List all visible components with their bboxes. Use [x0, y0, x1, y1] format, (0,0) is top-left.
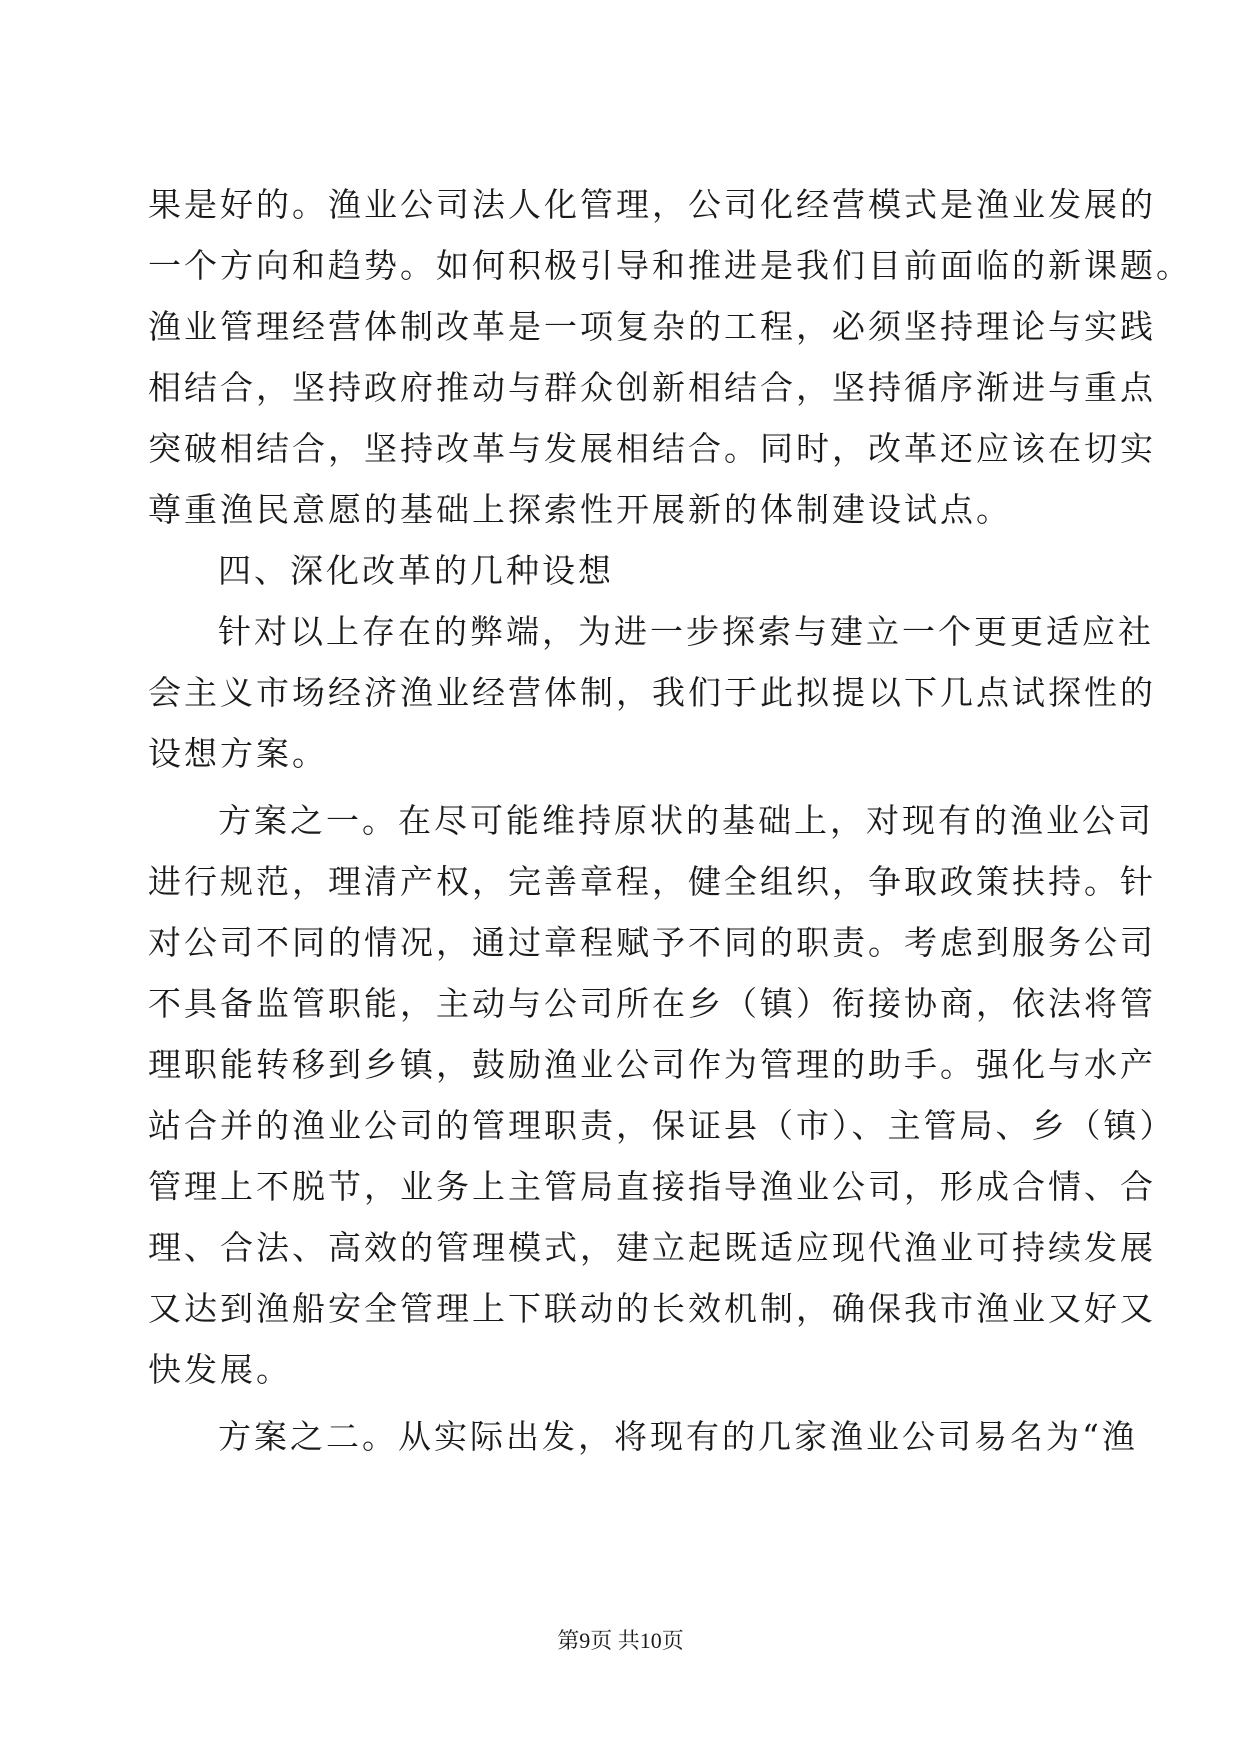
text-line: 尊重渔民意愿的基础上探索性开展新的体制建设试点。 — [148, 490, 1012, 529]
text-line: 管理上不脱节，业务上主管局直接指导渔业公司，形成合情、合 — [148, 1167, 1156, 1206]
text-line: 相结合，坚持政府推动与群众创新相结合，坚持循序渐进与重点 — [148, 368, 1156, 407]
text-line: 不具备监管职能，主动与公司所在乡（镇）衔接协商，依法将管 — [148, 984, 1156, 1023]
text-line: 站合并的渔业公司的管理职责，保证县（市）、主管局、乡（镇） — [148, 1106, 1176, 1145]
text-line: 针对以上存在的弊端，为进一步探索与建立一个更更适应社 — [218, 612, 1154, 651]
text-line: 又达到渔船安全管理上下联动的长效机制，确保我市渔业又好又 — [148, 1289, 1156, 1328]
text-line: 设想方案。 — [148, 734, 328, 773]
text-line: 理、合法、高效的管理模式，建立起既适应现代渔业可持续发展 — [148, 1228, 1156, 1267]
text-line: 果是好的。渔业公司法人化管理，公司化经营模式是渔业发展的 — [148, 185, 1156, 224]
text-line: 方案之二。从实际出发，将现有的几家渔业公司易名为“渔 — [218, 1417, 1138, 1456]
text-line: 快发展。 — [148, 1350, 292, 1389]
text-line: 渔业管理经营体制改革是一项复杂的工程，必须坚持理论与实践 — [148, 307, 1156, 346]
text-line: 一个方向和趋势。如何积极引导和推进是我们目前面临的新课题。 — [148, 246, 1192, 285]
text-line: 对公司不同的情况，通过章程赋予不同的职责。考虑到服务公司 — [148, 923, 1156, 962]
section-heading: 四、深化改革的几种设想 — [218, 551, 614, 590]
text-line: 理职能转移到乡镇，鼓励渔业公司作为管理的助手。强化与水产 — [148, 1045, 1156, 1084]
text-line: 方案之一。在尽可能维持原状的基础上，对现有的渔业公司 — [218, 801, 1154, 840]
text-line: 进行规范，理清产权，完善章程，健全组织，争取政策扶持。针 — [148, 862, 1156, 901]
page-number-footer: 第9页 共10页 — [557, 1628, 684, 1653]
text-line: 会主义市场经济渔业经营体制，我们于此拟提以下几点试探性的 — [148, 673, 1156, 712]
text-line: 突破相结合，坚持改革与发展相结合。同时，改革还应该在切实 — [148, 429, 1156, 468]
